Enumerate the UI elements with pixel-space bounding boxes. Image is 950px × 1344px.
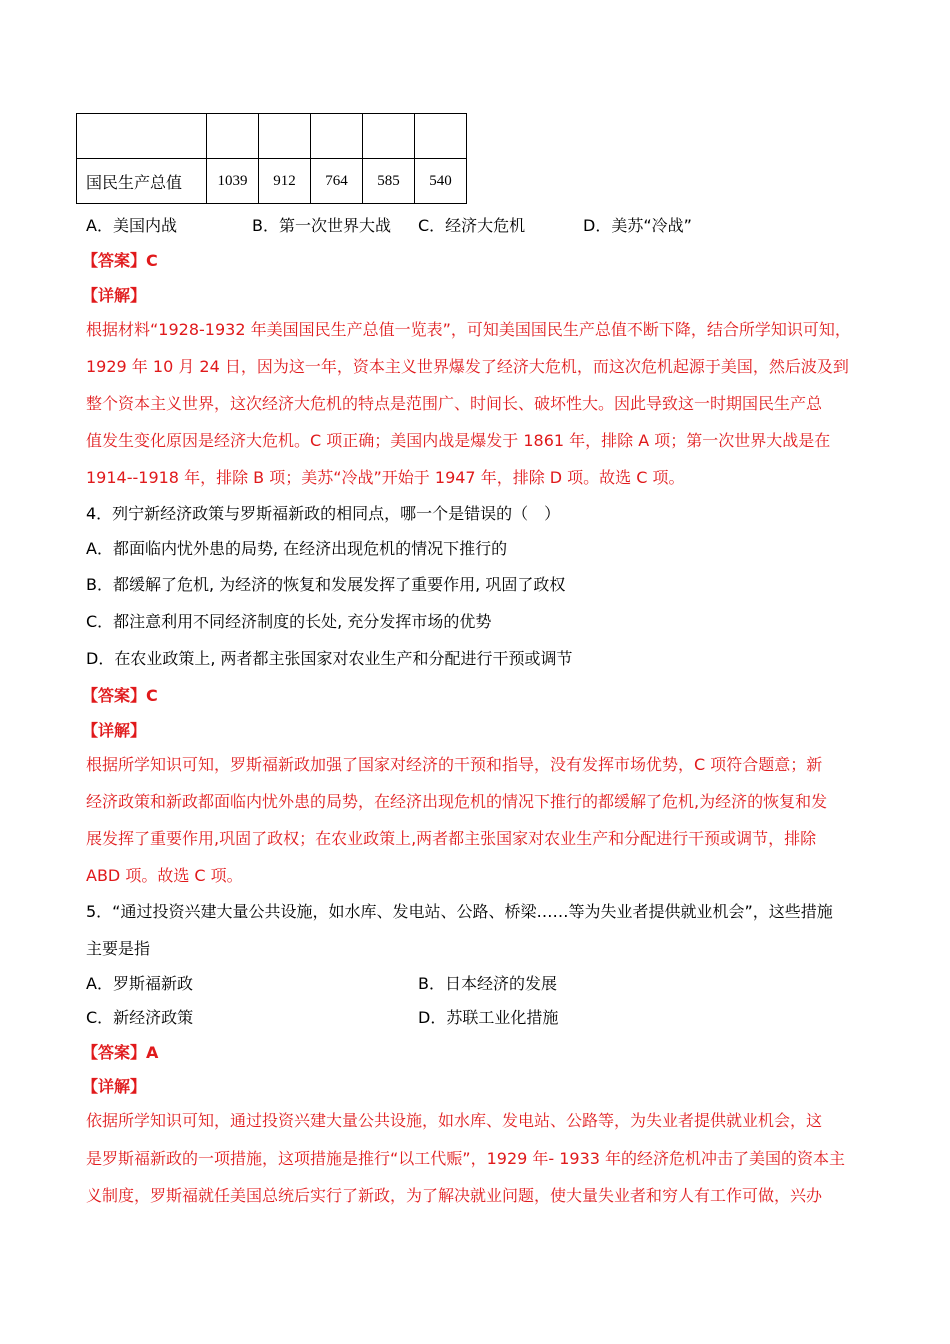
table-cell: [311, 114, 363, 159]
q4-option-c: C．都注意利用不同经济制度的长处, 充分发挥市场的优势: [86, 612, 492, 631]
q3-answer: 【答案】C: [82, 251, 158, 270]
table-cell: [207, 114, 259, 159]
table-cell: 912: [259, 159, 311, 204]
q5-stem: 5．“通过投资兴建大量公共设施，如水库、发电站、公路、桥梁……等为失业者提供就业机会”，这些措施: [86, 902, 833, 921]
q3-explanation-line: 1929 年 10 月 24 日，因为这一年，资本主义世界爆发了经济大危机，而这次危机起源于美国，然后波及到: [86, 357, 849, 376]
q3-explanation-line: 整个资本主义世界，这次经济大危机的特点是范围广、时间长、破坏性大。因此导致这一时期国民生产总: [86, 394, 823, 413]
q4-option-b: B．都缓解了危机, 为经济的恢复和发展发挥了重要作用, 巩固了政权: [86, 575, 566, 594]
table-cell: [77, 114, 207, 159]
q5-explanation-line: 是罗斯福新政的一项措施，这项措施是推行“以工代赈”，1929 年- 1933 年的经济危机冲击了美国的资本主: [86, 1149, 846, 1168]
table-cell: 540: [415, 159, 467, 204]
q3-option-c: C．经济大危机: [418, 216, 526, 235]
q4-explanation-line: 展发挥了重要作用,巩固了政权；在农业政策上,两者都主张国家对农业生产和分配进行干预或调节，排除: [86, 829, 817, 848]
q3-option-d: D．美苏“冷战”: [583, 216, 692, 235]
q5-option-d: D．苏联工业化措施: [418, 1008, 559, 1027]
q5-explanation-line: 依据所学知识可知，通过投资兴建大量公共设施，如水库、发电站、公路等，为失业者提供就业机会，这: [86, 1111, 823, 1130]
q5-option-c: C．新经济政策: [86, 1008, 194, 1027]
table-row: [77, 114, 467, 159]
q5-detail-tag: 【详解】: [82, 1077, 147, 1096]
q5-option-a: A．罗斯福新政: [86, 974, 193, 993]
q3-explanation-line: 1914--1918 年，排除 B 项；美苏“冷战”开始于 1947 年，排除 D 项。故选 C 项。: [86, 468, 685, 487]
q4-answer: 【答案】C: [82, 686, 158, 705]
gnp-table: [76, 113, 467, 204]
table-row-label: 国民生产总值: [77, 159, 207, 204]
q4-explanation-line: 经济政策和新政都面临内忧外患的局势，在经济出现危机的情况下推行的都缓解了危机,为经济的恢复和发: [86, 792, 828, 811]
table-cell: [259, 114, 311, 159]
table-cell: 764: [311, 159, 363, 204]
q5-stem: 主要是指: [86, 939, 151, 958]
q3-explanation-line: 值发生变化原因是经济大危机。C 项正确；美国内战是爆发于 1861 年，排除 A 项；第一次世界大战是在: [86, 431, 831, 450]
q3-option-b: B．第一次世界大战: [252, 216, 391, 235]
table-cell: [363, 114, 415, 159]
q3-detail-tag: 【详解】: [82, 286, 147, 305]
q4-explanation-line: 根据所学知识可知，罗斯福新政加强了国家对经济的干预和指导，没有发挥市场优势，C 项符合题意；新: [86, 755, 823, 774]
q4-option-d: D．在农业政策上, 两者都主张国家对农业生产和分配进行干预或调节: [86, 649, 573, 668]
q4-detail-tag: 【详解】: [82, 721, 147, 740]
q5-answer: 【答案】A: [82, 1043, 159, 1062]
q4-stem: 4．列宁新经济政策与罗斯福新政的相同点，哪一个是错误的（ ）: [86, 504, 561, 523]
table-row: [77, 159, 467, 204]
table-cell: [415, 114, 467, 159]
q5-option-b: B．日本经济的发展: [418, 974, 557, 993]
q3-option-a: A．美国内战: [86, 216, 177, 235]
q4-explanation-line: ABD 项。故选 C 项。: [86, 866, 243, 885]
q5-explanation-line: 义制度，罗斯福就任美国总统后实行了新政，为了解决就业问题，使大量失业者和穷人有工作可做，兴办: [86, 1186, 823, 1205]
table-cell: 1039: [207, 159, 259, 204]
q4-option-a: A．都面临内忧外患的局势, 在经济出现危机的情况下推行的: [86, 539, 508, 558]
table-cell: 585: [363, 159, 415, 204]
q3-explanation-line: 根据材料“1928-1932 年美国国民生产总值一览表”，可知美国国民生产总值不断下降，结合所学知识可知，: [86, 320, 851, 339]
